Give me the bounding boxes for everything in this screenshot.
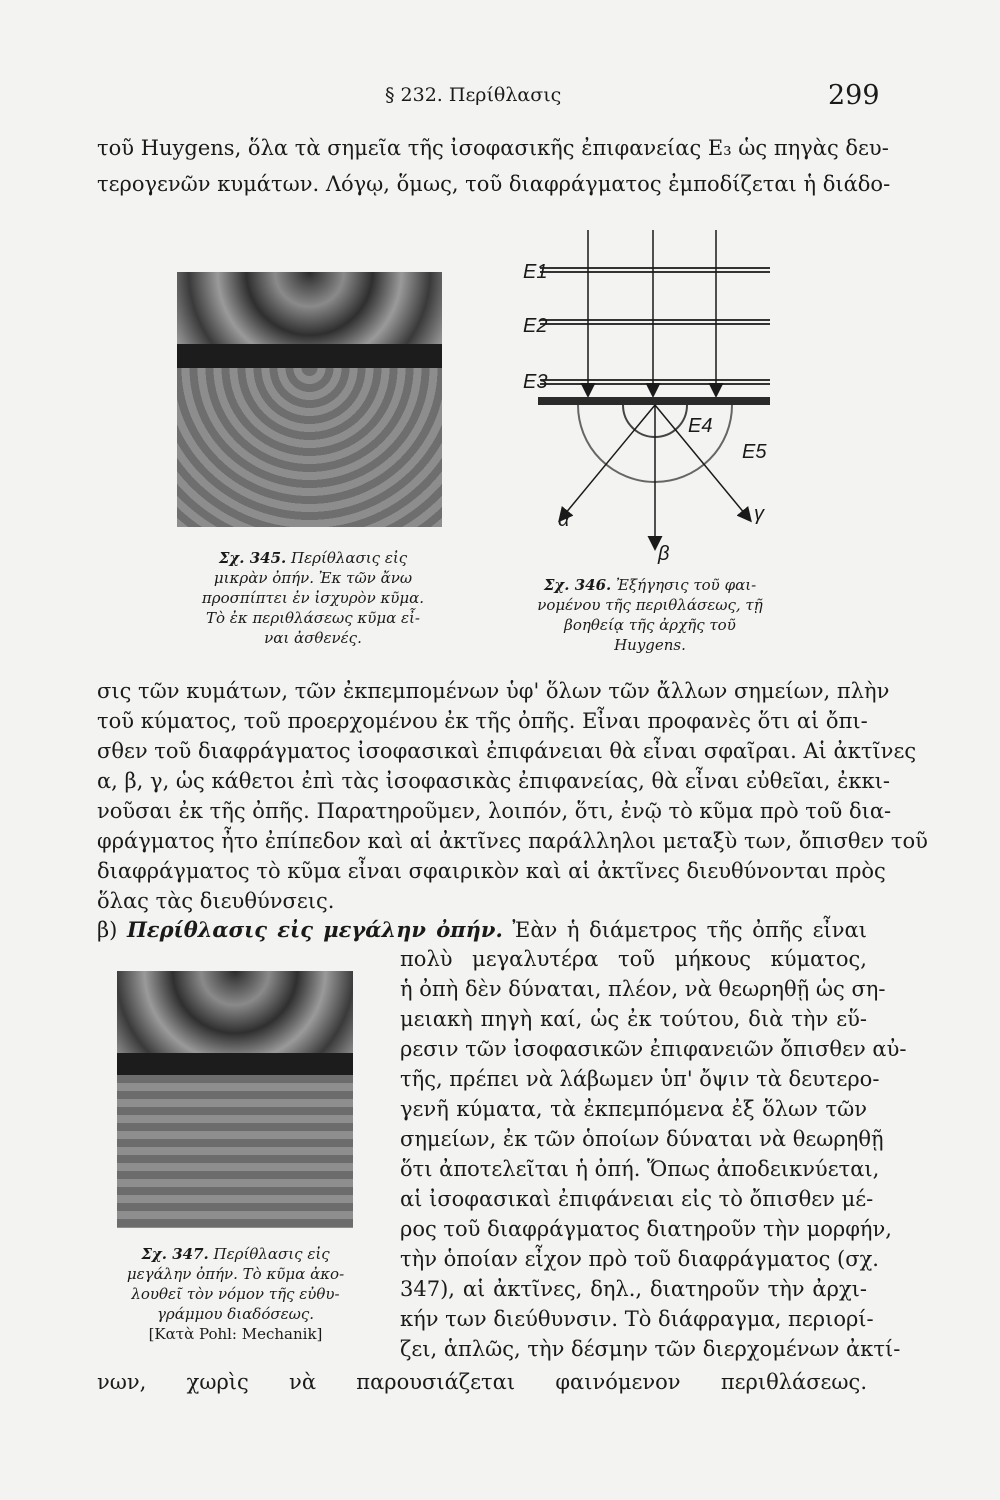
text-line: ἡ ὀπὴ δὲν δύναται, πλέον, νὰ θεωρηθῇ ὡς ση- [400, 977, 886, 1001]
text-line: πολὺ μεγαλυτέρα τοῦ μήκους κύματος, [400, 947, 867, 971]
caption-line: γράμμου διαδόσεως. [156, 1305, 315, 1323]
page-number: 299 [828, 80, 880, 111]
diaphragm-bar [117, 1053, 353, 1075]
caption-line: προσπίπτει ἐν ἰσχυρὸν κῦμα. [201, 589, 425, 607]
section-beta-first-line: Ἐὰν ἡ διάμετρος τῆς ὀπῆς εἶναι [512, 918, 867, 942]
text-line: ζει, ἁπλῶς, τὴν δέσμην τῶν διερχομένων ἀκτί- [400, 1337, 901, 1361]
diffracted-wave-area [177, 368, 442, 527]
text-line: τοῦ κύματος, τοῦ προερχομένου ἐκ τῆς ὀπῆς. Εἶναι προφανὲς ὅτι αἱ ὄπι- [97, 709, 868, 733]
text-line: α, β, γ, ὡς κάθετοι ἐπὶ τὰς ἰσοφασικὰς ἐπιφανείας, θὰ εἶναι εὐθεῖαι, ἐκκι- [97, 769, 890, 793]
straight-wave-area [117, 1075, 353, 1228]
text-line: διαφράγματος τὸ κῦμα εἶναι σφαιρικὸν καὶ αἱ ἀκτῖνες διευθύνονται πρὸς [97, 859, 886, 883]
text-line: σημείων, ἐκ τῶν ὁποίων δύναται νὰ θεωρηθῇ [400, 1127, 884, 1151]
figure-347-source: [Κατὰ Pohl: Mechanik] [148, 1325, 323, 1343]
figure-347-photo [117, 971, 353, 1228]
section-beta-prefix: β) [97, 918, 118, 942]
caption-line: Ἐξήγησις τοῦ φαι- [616, 576, 757, 594]
section-beta-heading: Περίθλασις εἰς μεγάλην ὀπήν. [126, 917, 503, 942]
text-line: αἱ ἰσοφασικαὶ ἐπιφάνειαι εἰς τὸ ὄπισθεν μέ- [400, 1187, 874, 1211]
label-gamma: γ [754, 503, 764, 525]
text-line: φράγματος ἦτο ἐπίπεδον καὶ αἱ ἀκτῖνες παράλληλοι μεταξὺ των, ὄπισθεν τοῦ [97, 829, 928, 853]
running-head: § 232. Περίθλασις [385, 84, 562, 106]
label-beta: β [658, 543, 670, 565]
text-line: γενῆ κύματα, τὰ ἐκπεμπόμενα ἐξ ὅλων τῶν [400, 1097, 867, 1121]
text-line: σις τῶν κυμάτων, τῶν ἐκπεμπομένων ὑφ' ὅλων τῶν ἄλλων σημείων, πλὴν [97, 679, 890, 703]
label-e1: E1 [523, 261, 548, 283]
caption-line: μεγάλην ὀπήν. Τὸ κῦμα ἀκο- [126, 1265, 345, 1283]
ray-alpha [560, 405, 655, 520]
figure-345-label: Σχ. 345. [218, 549, 287, 567]
page-header [0, 80, 1000, 114]
text-line: τὴν ὁποίαν εἶχον πρὸ τοῦ διαφράγματος (σχ. [400, 1247, 879, 1271]
figure-347-label: Σχ. 347. [141, 1245, 209, 1263]
text-line: νων, χωρὶς νὰ παρουσιάζεται φαινόμενον περιθλάσεως. [97, 1370, 867, 1394]
text-line: τερογενῶν κυμάτων. Λόγῳ, ὅμως, τοῦ διαφράγματος ἐμποδίζεται ἡ διάδο- [97, 172, 891, 196]
figure-346-label: Σχ. 346. [543, 576, 612, 594]
figure-346-caption [520, 575, 780, 655]
label-e2: E2 [523, 315, 548, 337]
section-beta-heading-line [97, 917, 867, 942]
text-line: μειακὴ πηγὴ καί, ὡς ἐκ τούτου, διὰ τὴν εὕ- [400, 1007, 867, 1031]
figure-345-caption [168, 548, 458, 648]
caption-line: βοηθείᾳ τῆς ἀρχῆς τοῦ [564, 616, 736, 634]
diaphragm-bar [177, 344, 442, 368]
diaphragm [538, 397, 770, 405]
text-line: 347), αἱ ἀκτῖνες, δηλ., διατηροῦν τὴν ἀρχι- [400, 1277, 867, 1301]
label-e5: E5 [742, 441, 767, 463]
text-line: ρος τοῦ διαφράγματος διατηροῦν τὴν μορφήν, [400, 1217, 892, 1241]
caption-line: Huygens. [614, 636, 686, 654]
caption-line: Περίθλασις εἰς [213, 1245, 330, 1263]
text-line: τῆς, πρέπει νὰ λάβωμεν ὑπ' ὄψιν τὰ δευτερο- [400, 1067, 880, 1091]
label-e4: E4 [688, 415, 713, 437]
caption-line: μικρὰν ὀπήν. Ἐκ τῶν ἄνω [213, 569, 413, 587]
caption-line: Τὸ ἐκ περιθλάσεως κῦμα εἶ- [205, 609, 421, 627]
plane-wavefronts [540, 268, 770, 384]
caption-line: Περίθλασις εἰς [291, 549, 408, 567]
text-line: τοῦ Huygens, ὅλα τὰ σημεῖα τῆς ἰσοφασικῆς ἐπιφανείας E₃ ὡς πηγὰς δευ- [97, 136, 889, 160]
text-line: ὅλας τὰς διευθύνσεις. [97, 889, 335, 913]
figure-345-photo [177, 272, 442, 527]
caption-line: λουθεῖ τὸν νόμον τῆς εὐθυ- [131, 1285, 340, 1303]
label-alpha: α [558, 509, 570, 531]
text-line: κήν των διεύθυνσιν. Τὸ διάφραγμα, περιορί- [400, 1307, 874, 1331]
text-line: νοῦσαι ἐκ τῆς ὀπῆς. Παρατηροῦμεν, λοιπόν, ὅτι, ἐνῷ τὸ κῦμα πρὸ τοῦ δια- [97, 799, 892, 823]
text-line: ρεσιν τῶν ἰσοφασικῶν ἐπιφανειῶν ὄπισθεν αὐ- [400, 1037, 907, 1061]
figure-346-diagram [520, 220, 780, 565]
label-e3: E3 [523, 371, 548, 393]
incident-rays [588, 230, 716, 395]
caption-line: ναι ἀσθενές. [264, 629, 362, 647]
figure-347-caption [108, 1244, 363, 1344]
diffracted-rays [560, 405, 750, 548]
text-line: ὅτι ἀποτελεῖται ἡ ὀπή. Ὅπως ἀποδεικνύεται, [400, 1157, 880, 1181]
text-line: σθεν τοῦ διαφράγματος ἰσοφασικαὶ ἐπιφάνειαι θὰ εἶναι σφαῖραι. Αἱ ἀκτῖνες [97, 739, 917, 763]
caption-line: νομένου τῆς περιθλάσεως, τῇ [537, 596, 763, 614]
